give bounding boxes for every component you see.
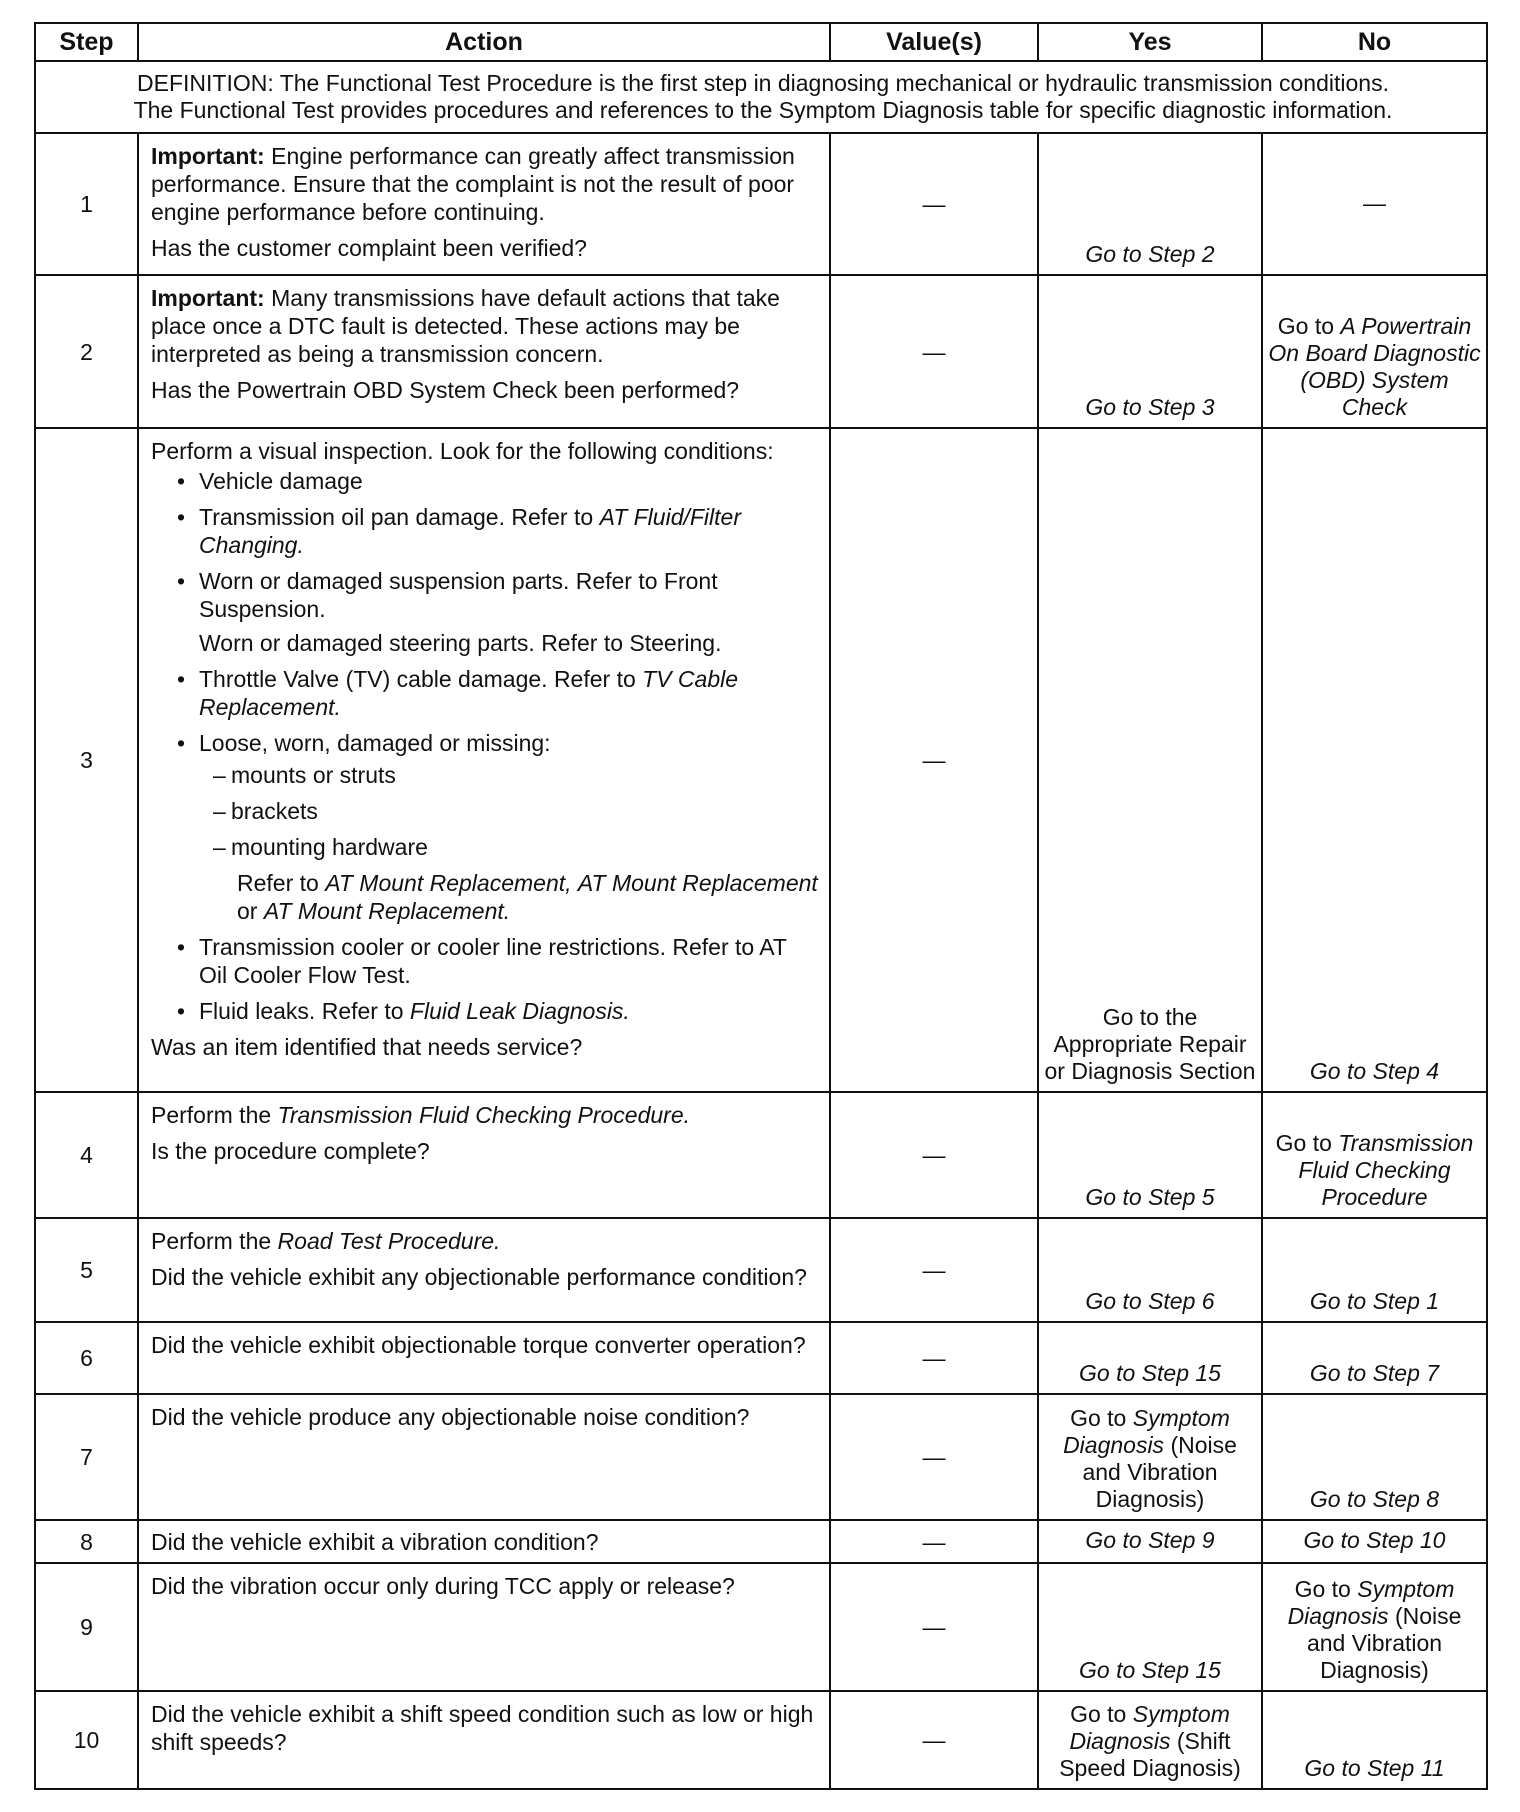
sub-list-item: – brackets [213,797,819,825]
header-step: Step [35,23,138,61]
action-cell [138,1691,830,1789]
action-cell: Perform the Road Test Procedure. Did the vehicle exhibit any objectionable performance condition? [138,1218,830,1322]
no-cell [1262,1394,1487,1520]
mount-reference: Refer to AT Mount Replacement, AT Mount Replacement or AT Mount Replacement. [237,870,818,924]
action-cell [138,133,830,275]
header-yes: Yes [1038,23,1262,61]
no-link[interactable]: Go to Step 10 [1303,1527,1446,1553]
yes-link[interactable]: Go to Step 15 [1079,1657,1221,1683]
no-cell: Go to Symptom Diagnosis (Noise and Vibration Diagnosis) [1262,1563,1487,1691]
step-number: 7 [35,1394,138,1520]
important-note: Many transmissions have default actions that take place once a DTC fault is detected. These actions may be interpreted as being a transmission concern. [151,285,780,367]
ref-link[interactable]: AT Mount Replacement, [325,870,572,896]
header-values: Value(s) [830,23,1038,61]
no-cell [1262,428,1487,1092]
definition-line-1: DEFINITION: The Functional Test Procedure is the first step in diagnosing mechanical or hydraulic transmission conditions. [137,70,1389,96]
ref-link[interactable]: AT Fluid/Filter Changing. [199,504,741,558]
step-number: 10 [35,1691,138,1789]
no-link[interactable]: Go to Step 8 [1309,1486,1440,1512]
sub-item: Worn or damaged steering parts. Refer to Steering. [199,630,722,656]
yes-link[interactable]: Go to Step 15 [1079,1360,1221,1386]
list-item: • Loose, worn, damaged or missing: – mounts or struts – brackets – mounting hardware Refer to AT Mount Replacement, AT Mount Replacement or AT Mount Replacement. [177,729,819,925]
step-question: Did the vehicle produce any objectionable noise condition? [151,1404,750,1430]
yes-cell[interactable]: Go to the Appropriate Repair or Diagnosis Section [1038,428,1262,1092]
value-cell: — [830,133,1038,275]
step-question: Was an item identified that needs service? [151,1034,583,1060]
yes-cell: Go to Symptom Diagnosis (Noise and Vibration Diagnosis) [1038,1394,1262,1520]
table-row [35,1520,1487,1563]
procedure-link[interactable]: Transmission Fluid Checking Procedure. [277,1102,691,1128]
yes-cell [1038,1322,1262,1394]
step-question: Did the vehicle exhibit a shift speed condition such as low or high shift speeds? [151,1701,814,1755]
action-cell [138,1394,830,1520]
ref-link[interactable]: Fluid Leak Diagnosis. [409,998,630,1024]
step-number: 3 [35,428,138,1092]
table-row [35,1218,1487,1322]
action-cell [138,428,830,1092]
inspection-list [151,467,819,1025]
definition-line-2: The Functional Test provides procedures and references to the Symptom Diagnosis table for specific diagnostic information. [133,97,1393,123]
step-question: Did the vehicle exhibit any objectionable performance condition? [151,1264,807,1290]
table-row [35,1394,1487,1520]
definition-row [35,61,1487,133]
step-number: 8 [35,1520,138,1563]
yes-link[interactable]: Go to Step 5 [1085,1184,1215,1210]
step-question: Has the customer complaint been verified? [151,235,587,261]
no-prefix: Go to [1275,1130,1332,1156]
step-question: Did the vehicle exhibit a vibration condition? [151,1528,599,1555]
table-row [35,1322,1487,1394]
step-number: 2 [35,275,138,428]
no-link[interactable]: A Powertrain On Board Diagnostic (OBD) System Check [1268,313,1481,420]
list-item: • Fluid leaks. Refer to Fluid Leak Diagnosis. [177,997,819,1025]
action-cell [138,1563,830,1691]
step-number: 6 [35,1322,138,1394]
table-row [35,1691,1487,1789]
list-item: • Worn or damaged suspension parts. Refer to Front Suspension. Worn or damaged steering parts. Refer to Steering. [177,567,819,657]
header-no: No [1262,23,1487,61]
ref-link[interactable]: AT Mount Replacement [577,870,818,896]
important-label: Important: [151,285,265,311]
no-link[interactable]: Go to Step 11 [1304,1755,1445,1781]
header-row [35,23,1487,61]
important-note: Engine performance can greatly affect transmission performance. Ensure that the complaint is not the result of poor engine performance before continuing. [151,143,795,225]
step-number: 4 [35,1092,138,1218]
yes-cell [1038,1563,1262,1691]
step-question: Is the procedure complete? [151,1138,430,1164]
no-cell [1262,1218,1487,1322]
table-row [35,1092,1487,1218]
value-cell: — [830,1218,1038,1322]
no-cell [1262,275,1487,428]
yes-link[interactable]: Symptom Diagnosis [1063,1405,1230,1458]
value-cell: — [830,1520,1038,1563]
header-action: Action [138,23,830,61]
step-number: 9 [35,1563,138,1691]
yes-cell [1038,133,1262,275]
no-link[interactable]: Go to Step 1 [1309,1288,1440,1314]
value-cell: — [830,275,1038,428]
procedure-link[interactable]: Road Test Procedure. [277,1228,501,1254]
ref-link[interactable]: AT Mount Replacement. [263,898,511,924]
step-number: 1 [35,133,138,275]
yes-link[interactable]: Go to Step 6 [1085,1288,1215,1314]
yes-link[interactable]: Go to Step 9 [1085,1527,1215,1553]
ref-link[interactable]: TV Cable Replacement. [199,666,739,720]
yes-link[interactable]: Go to Step 3 [1085,394,1215,420]
step-number: 5 [35,1218,138,1322]
no-cell [1262,1092,1487,1218]
list-item: • Transmission cooler or cooler line restrictions. Refer to AT Oil Cooler Flow Test. [177,933,819,989]
value-cell: — [830,1322,1038,1394]
no-cell [1262,1322,1487,1394]
value-cell: — [830,428,1038,1092]
no-link[interactable]: Symptom Diagnosis [1287,1576,1455,1629]
value-cell: — [830,1563,1038,1691]
sub-list [199,761,819,861]
no-link[interactable]: Transmission Fluid Checking Procedure [1298,1130,1474,1210]
step-question: Has the Powertrain OBD System Check been performed? [151,377,740,403]
table-row [35,275,1487,428]
table-row [35,1563,1487,1691]
important-label: Important: [151,143,265,169]
no-cell: — [1262,133,1487,275]
yes-cell [1038,275,1262,428]
yes-cell: Go to Symptom Diagnosis (Shift Speed Diagnosis) [1038,1691,1262,1789]
step-question: Did the vibration occur only during TCC apply or release? [151,1573,735,1599]
table-row [35,133,1487,275]
list-item: • Throttle Valve (TV) cable damage. Refer to TV Cable Replacement. [177,665,819,721]
action-cell [138,275,830,428]
diagnostic-table-page [34,22,1486,1790]
action-cell [138,1520,830,1563]
yes-link[interactable]: Symptom Diagnosis [1069,1701,1230,1754]
yes-cell [1038,1092,1262,1218]
no-cell [1262,1691,1487,1789]
yes-cell [1038,1218,1262,1322]
value-cell: — [830,1394,1038,1520]
list-item: • Vehicle damage [177,467,819,495]
sub-list-item: – mounting hardware [213,833,819,861]
value-cell: — [830,1691,1038,1789]
sub-list-item: – mounts or struts [213,761,819,789]
no-cell [1262,1520,1487,1563]
yes-link[interactable]: Go to Step 2 [1085,241,1215,267]
action-cell: Perform the Transmission Fluid Checking Procedure. Is the procedure complete? [138,1092,830,1218]
definition-cell [35,61,1487,133]
table-row [35,428,1487,1092]
action-cell [138,1322,830,1394]
no-link[interactable]: Go to Step 4 [1309,1058,1440,1084]
list-item: • Transmission oil pan damage. Refer to AT Fluid/Filter Changing. [177,503,819,559]
inspection-intro: Perform a visual inspection. Look for the following conditions: [151,438,774,464]
step-question: Did the vehicle exhibit objectionable torque converter operation? [151,1332,806,1358]
no-link[interactable]: Go to Step 7 [1309,1360,1440,1386]
value-cell: — [830,1092,1038,1218]
functional-test-table [34,22,1488,1790]
no-prefix: Go to [1277,313,1335,339]
yes-cell [1038,1520,1262,1563]
